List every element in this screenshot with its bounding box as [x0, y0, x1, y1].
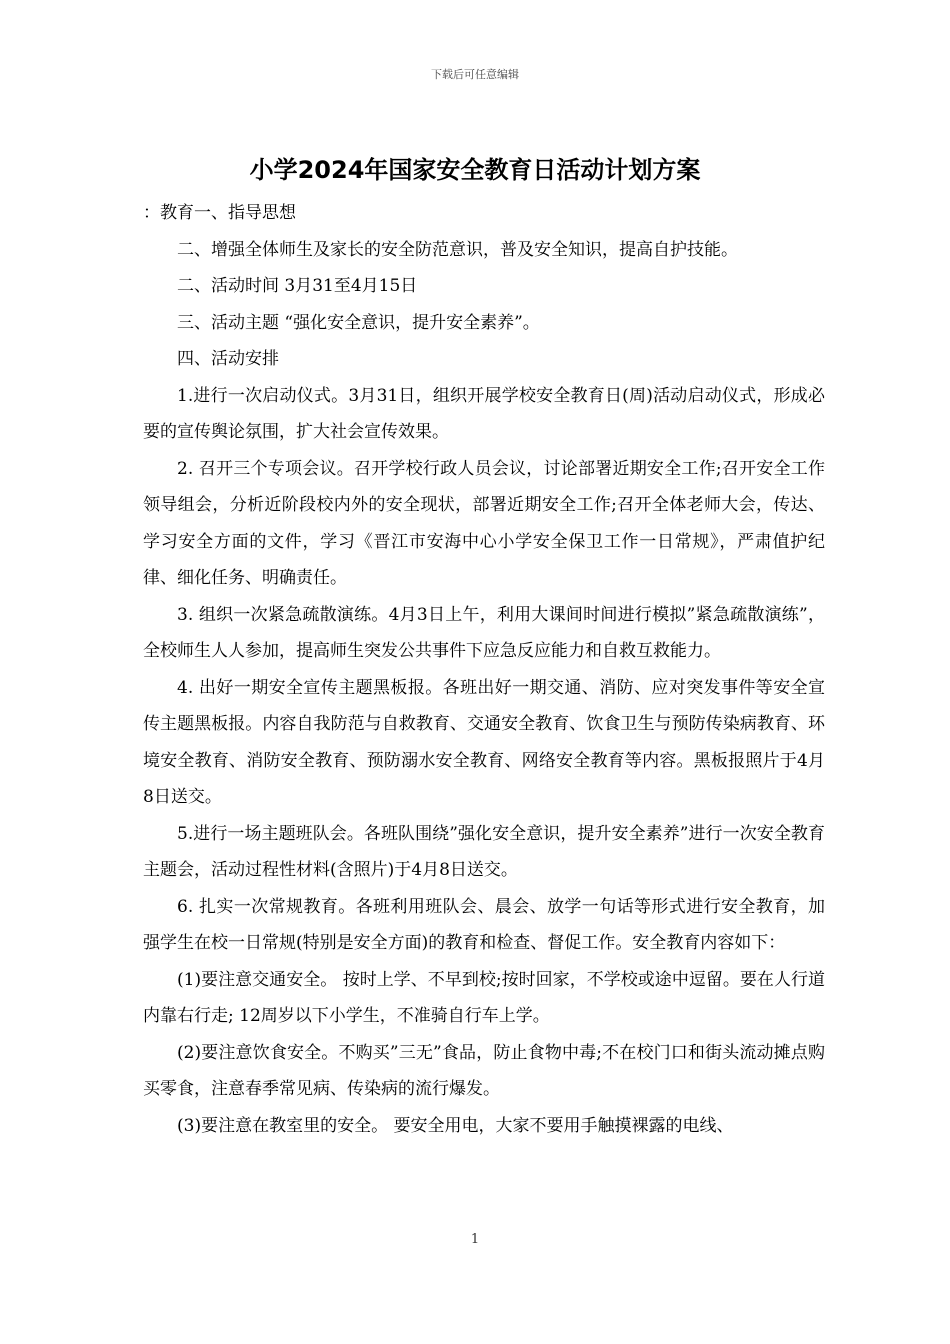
paragraph-subitem-2: (2)要注意饮食安全。不购买”三无”食品，防止食物中毒;不在校门口和街头流动摊点购买零食，注意春季常见病、传染病的流行爆发。	[143, 1042, 825, 1099]
paragraph-item-4: 4. 出好一期安全宣传主题黑板报。各班出好一期交通、消防、应对突发事件等安全宣传主题黑板报。内容自我防范与自救教育、交通安全教育、饮食卫生与预防传染病教育、环境安全教育、消防安全教育、预防溺水安全教育、网络安全教育等内容。黑板报照片于4月8日送交。	[143, 677, 825, 807]
document-body	[143, 195, 825, 1144]
page-title: 小学2024年国家安全教育日活动计划方案	[249, 156, 701, 184]
paragraph-activity-theme: 三、活动主题 “强化安全意识，提升安全素养”。	[177, 312, 540, 333]
paragraph-guiding-thought: ：教育一、指导思想	[143, 203, 296, 223]
header-note: 下载后可任意编辑	[431, 68, 519, 81]
paragraph-subitem-1: (1)要注意交通安全。 按时上学、不早到校;按时回家，不学校或途中逗留。要在人行道内靠右行走; 12周岁以下小学生，不准骑自行车上学。	[143, 969, 825, 1026]
paragraph-item-1: 1.进行一次启动仪式。3月31日，组织开展学校安全教育日(周)活动启动仪式，形成必要的宣传舆论氛围，扩大社会宣传效果。	[143, 385, 825, 442]
paragraph-item-3: 3. 组织一次紧急疏散演练。4月3日上午，利用大课间时间进行模拟”紧急疏散演练”，全校师生人人参加，提高师生突发公共事件下应急反应能力和自救互救能力。	[143, 604, 825, 661]
paragraph-activity-arrangement: 四、活动安排	[177, 349, 279, 369]
paragraph-subitem-3: (3)要注意在教室里的安全。 要安全用电，大家不要用手触摸裸露的电线、	[177, 1115, 734, 1136]
paragraph-goal: 二、增强全体师生及家长的安全防范意识，普及安全知识，提高自护技能。	[177, 239, 738, 260]
paragraph-activity-time: 二、活动时间 3月31至4月15日	[177, 276, 418, 296]
paragraph-item-5: 5.进行一场主题班队会。各班队围绕”强化安全意识，提升安全素养”进行一次安全教育主题会，活动过程性材料(含照片)于4月8日送交。	[143, 823, 825, 880]
paragraph-item-2: 2. 召开三个专项会议。召开学校行政人员会议，讨论部署近期安全工作;召开安全工作领导组会，分析近阶段校内外的安全现状，部署近期安全工作;召开全体老师大会，传达、学习安全方面的文件，学习《晋江市安海中心小学安全保卫工作一日常规》，严肃值护纪律、细化任务、明确责任。	[143, 458, 825, 588]
paragraph-item-6: 6. 扎实一次常规教育。各班利用班队会、晨会、放学一句话等形式进行安全教育，加强学生在校一日常规(特别是安全方面)的教育和检查、督促工作。安全教育内容如下：	[143, 896, 825, 953]
page-number: 1	[470, 1232, 480, 1247]
